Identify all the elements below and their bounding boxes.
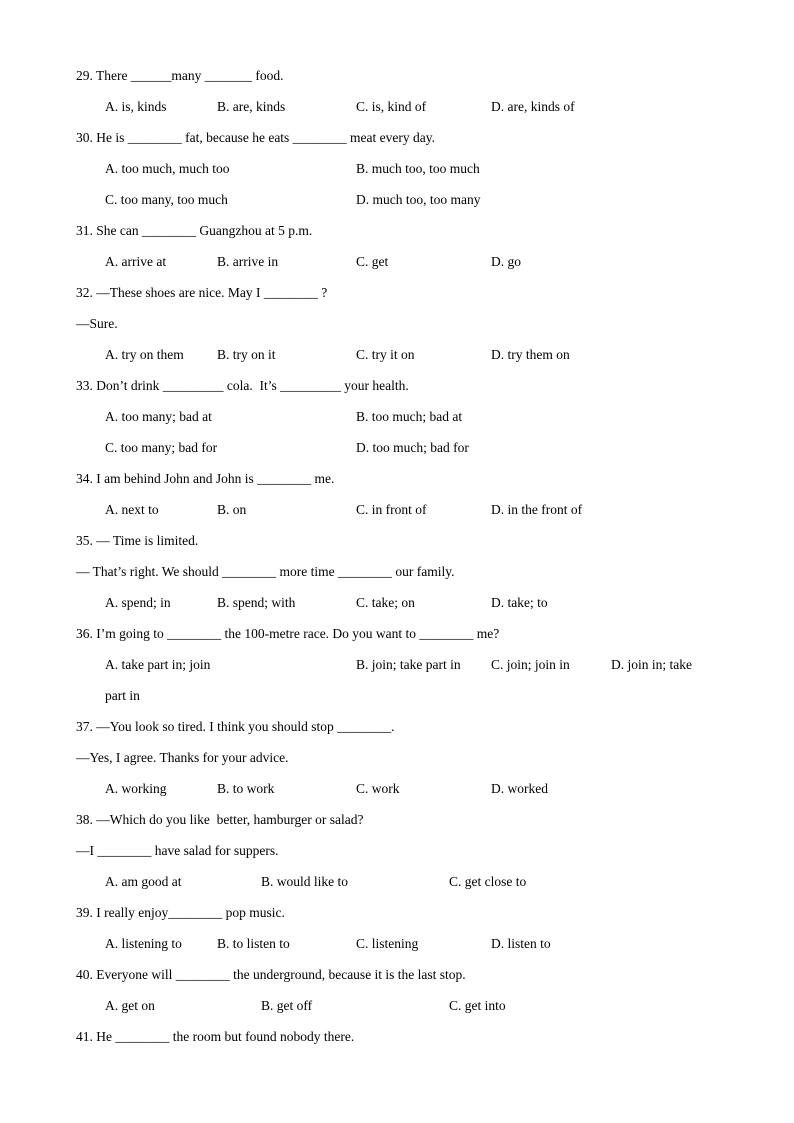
option-item: A. is, kinds xyxy=(105,99,167,114)
option-row xyxy=(76,91,736,122)
question-text: 29. There ______many _______ food. xyxy=(76,68,284,83)
option-item: D. in the front of xyxy=(491,502,583,517)
option-item: C. join; join in xyxy=(491,657,570,672)
option-item: C. in front of xyxy=(356,502,427,517)
option-item: B. spend; with xyxy=(217,595,296,610)
question-30 xyxy=(76,122,736,215)
question-41 xyxy=(76,1021,736,1052)
question-text: 41. He ________ the room but found nobody there. xyxy=(76,1029,355,1044)
question-text: 39. I really enjoy________ pop music. xyxy=(76,905,285,920)
option-item: A. get on xyxy=(105,998,155,1013)
question-dialogue-line: —I ________ have salad for suppers. xyxy=(76,843,279,858)
option-item: A. too many; bad at xyxy=(105,409,212,424)
option-row xyxy=(76,587,736,618)
question-dialogue-line: —Yes, I agree. Thanks for your advice. xyxy=(76,750,289,765)
question-text: 31. She can ________ Guangzhou at 5 p.m. xyxy=(76,223,313,238)
option-item: D. take; to xyxy=(491,595,548,610)
option-item: B. join; take part in xyxy=(356,657,461,672)
option-item: A. too much, much too xyxy=(105,161,230,176)
question-37 xyxy=(76,711,736,804)
option-item: A. listening to xyxy=(105,936,182,951)
question-39 xyxy=(76,897,736,959)
option-item: B. arrive in xyxy=(217,254,279,269)
option-item: A. am good at xyxy=(105,874,182,889)
question-dialogue-line: — That’s right. We should ________ more time ________ our family. xyxy=(76,564,455,579)
option-item: B. get off xyxy=(261,998,313,1013)
option-item: C. too many, too much xyxy=(105,192,228,207)
option-row xyxy=(76,246,736,277)
option-item: D. too much; bad for xyxy=(356,440,469,455)
question-text: 40. Everyone will ________ the underground, because it is the last stop. xyxy=(76,967,466,982)
question-38 xyxy=(76,804,736,897)
question-36 xyxy=(76,618,736,711)
option-item: part in xyxy=(105,688,140,703)
question-text: 34. I am behind John and John is ________ me. xyxy=(76,471,335,486)
question-31 xyxy=(76,215,736,277)
option-row xyxy=(76,401,736,432)
option-row xyxy=(76,339,736,370)
option-item: D. much too, too many xyxy=(356,192,481,207)
option-row xyxy=(76,432,736,463)
option-item: C. is, kind of xyxy=(356,99,427,114)
option-item: C. get into xyxy=(449,998,506,1013)
option-row xyxy=(76,649,736,680)
question-text: 32. —These shoes are nice. May I ________ ? xyxy=(76,285,328,300)
option-item: B. on xyxy=(217,502,247,517)
option-row xyxy=(76,928,736,959)
option-item: A. next to xyxy=(105,502,159,517)
question-34 xyxy=(76,463,736,525)
option-item: A. arrive at xyxy=(105,254,167,269)
option-item: A. take part in; join xyxy=(105,657,211,672)
question-text: 38. —Which do you like better, hamburger or salad? xyxy=(76,812,364,827)
option-item: B. would like to xyxy=(261,874,348,889)
option-item: B. try on it xyxy=(217,347,276,362)
option-item: C. take; on xyxy=(356,595,415,610)
option-row xyxy=(76,773,736,804)
option-item: D. listen to xyxy=(491,936,551,951)
option-item: B. are, kinds xyxy=(217,99,286,114)
question-text: 35. — Time is limited. xyxy=(76,533,199,548)
question-29 xyxy=(76,60,736,122)
option-item: A. spend; in xyxy=(105,595,171,610)
question-40 xyxy=(76,959,736,1021)
option-row xyxy=(76,866,736,897)
option-item: B. much too, too much xyxy=(356,161,480,176)
option-row xyxy=(76,153,736,184)
option-item: C. try it on xyxy=(356,347,415,362)
question-33 xyxy=(76,370,736,463)
option-item: D. worked xyxy=(491,781,548,796)
option-item: A. working xyxy=(105,781,167,796)
option-item: A. try on them xyxy=(105,347,184,362)
option-item: C. listening xyxy=(356,936,419,951)
option-item: D. are, kinds of xyxy=(491,99,575,114)
option-item: B. too much; bad at xyxy=(356,409,463,424)
option-item: B. to listen to xyxy=(217,936,290,951)
option-item: C. work xyxy=(356,781,400,796)
option-row xyxy=(76,494,736,525)
option-row xyxy=(76,990,736,1021)
option-item: B. to work xyxy=(217,781,275,796)
option-item: C. get close to xyxy=(449,874,527,889)
question-text: 36. I’m going to ________ the 100-metre race. Do you want to ________ me? xyxy=(76,626,500,641)
question-32 xyxy=(76,277,736,370)
question-35 xyxy=(76,525,736,618)
option-row xyxy=(76,680,736,711)
option-item: D. try them on xyxy=(491,347,570,362)
option-item: D. join in; take xyxy=(611,657,692,672)
question-text: 37. —You look so tired. I think you should stop ________. xyxy=(76,719,395,734)
option-row xyxy=(76,184,736,215)
option-item: C. too many; bad for xyxy=(105,440,218,455)
option-item: D. go xyxy=(491,254,521,269)
question-text: 30. He is ________ fat, because he eats ________ meat every day. xyxy=(76,130,436,145)
question-text: 33. Don’t drink _________ cola. It’s _________ your health. xyxy=(76,378,409,393)
question-dialogue-line: —Sure. xyxy=(76,316,118,331)
option-item: C. get xyxy=(356,254,389,269)
